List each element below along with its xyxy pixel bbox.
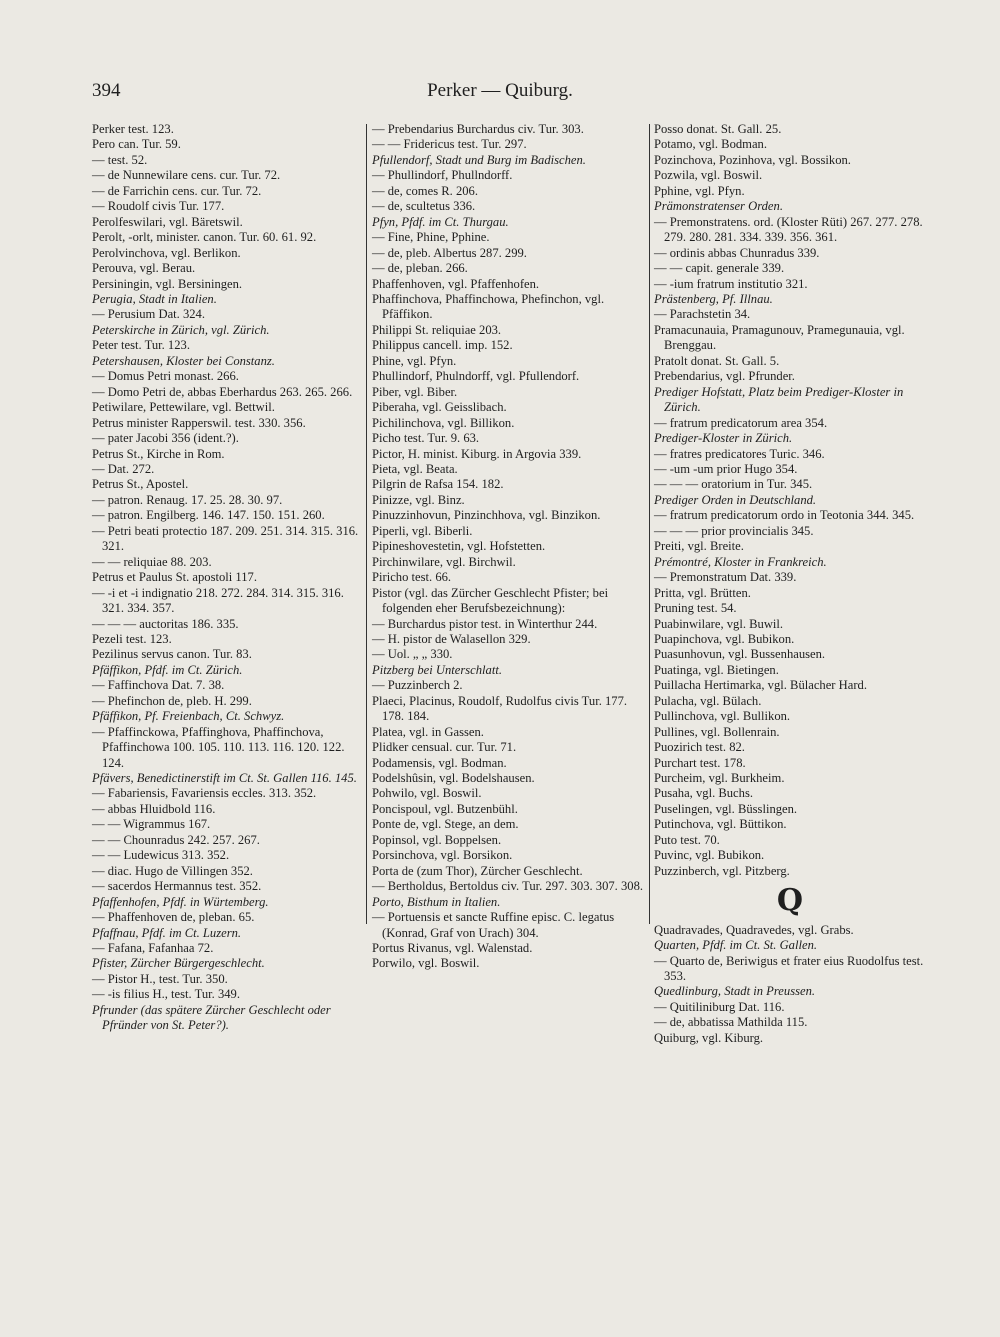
index-entry: — test. 52. xyxy=(92,152,148,167)
index-entry: Puillacha Hertimarka, vgl. Bülacher Hard. xyxy=(654,678,867,693)
index-entry: — abbas Hluidbold 116. xyxy=(92,801,216,816)
index-entry: Pezilinus servus canon. Tur. 83. xyxy=(92,647,252,662)
index-entry: — patron. Renaug. 17. 25. 28. 30. 97. xyxy=(92,492,283,507)
index-entry: Pero can. Tur. 59. xyxy=(92,137,181,152)
index-entry: Posso donat. St. Gall. 25. xyxy=(654,122,782,136)
index-entry: Podamensis, vgl. Bodman. xyxy=(372,755,507,770)
index-entry: — sacerdos Hermannus test. 352. xyxy=(92,879,262,894)
index-entry: Perker test. 123. xyxy=(92,122,174,136)
index-entry: — de, comes R. 206. xyxy=(372,183,478,198)
index-entry: — de, pleban. 266. xyxy=(372,261,468,276)
index-entry: Puto test. 70. xyxy=(654,832,720,847)
index-entry: Peterskirche in Zürich, vgl. Zürich. xyxy=(92,322,270,337)
index-entry: — Premonstratens. ord. (Kloster Rüti) 267. 277. 278. 279. 280. 281. 334. 339. 356. 361. xyxy=(654,214,923,245)
index-entry: Pullinchova, vgl. Bullikon. xyxy=(654,709,791,724)
index-entry: Quadravades, Quadravedes, vgl. Grabs. xyxy=(654,922,854,937)
index-entry: Putinchova, vgl. Büttikon. xyxy=(654,817,787,832)
index-entry: Petiwilare, Pettewilare, vgl. Bettwil. xyxy=(92,400,275,415)
index-entry: Pfullendorf, Stadt und Burg im Badischen. xyxy=(372,152,586,167)
index-entry: — Domus Petri monast. 266. xyxy=(92,369,239,384)
index-entry: — Fabariensis, Favariensis eccles. 313. 352. xyxy=(92,786,317,801)
index-entry: — de, scultetus 336. xyxy=(372,199,476,214)
index-entry: Purcheim, vgl. Burkheim. xyxy=(654,771,785,786)
index-entry: Purchart test. 178. xyxy=(654,755,746,770)
index-entry: Prémontré, Kloster in Frankreich. xyxy=(654,554,827,569)
index-entry: Popinsol, vgl. Boppelsen. xyxy=(372,832,502,847)
index-entry: Pinuzzinhovun, Pinzinchhova, vgl. Binzikon. xyxy=(372,508,601,523)
index-entry: Pozinchova, Pozinhova, vgl. Bossikon. xyxy=(654,152,851,167)
index-entry: — Faffinchova Dat. 7. 38. xyxy=(92,678,225,693)
index-entry: — Dat. 272. xyxy=(92,461,155,476)
index-entry: Pruning test. 54. xyxy=(654,601,737,616)
index-entry: Peter test. Tur. 123. xyxy=(92,338,190,353)
index-entry: Puabinwilare, vgl. Buwil. xyxy=(654,616,784,631)
index-entry: Puvinc, vgl. Bubikon. xyxy=(654,848,765,863)
index-entry: — — — prior provincialis 345. xyxy=(654,523,814,538)
index-column-3 xyxy=(654,122,926,1046)
index-entry: Pieta, vgl. Beata. xyxy=(372,461,458,476)
index-entry: — de Nunnewilare cens. cur. Tur. 72. xyxy=(92,168,281,183)
index-entry: — -um -um prior Hugo 354. xyxy=(654,461,798,476)
index-entry: Plaeci, Placinus, Roudolf, Rudolfus civis Tur. 177. 178. 184. xyxy=(372,693,628,724)
index-entry: Puapinchova, vgl. Bubikon. xyxy=(654,631,795,646)
index-entry: Perugia, Stadt in Italien. xyxy=(92,291,217,306)
index-entry: Pfävers, Benedictinerstift im Ct. St. Gallen 116. 145. xyxy=(92,771,357,786)
index-entry: Prebendarius, vgl. Pfrunder. xyxy=(654,369,795,384)
index-entry: Pullines, vgl. Bollenrain. xyxy=(654,724,780,739)
index-entry: Petrus St., Apostel. xyxy=(92,477,189,492)
index-entry: — Premonstratum Dat. 339. xyxy=(654,570,797,585)
index-entry: Prediger-Kloster in Zürich. xyxy=(654,431,793,446)
index-entry: — Phefinchon de, pleb. H. 299. xyxy=(92,693,252,708)
index-entry: Porta de (zum Thor), Zürcher Geschlecht. xyxy=(372,863,583,878)
index-entry: Porwilo, vgl. Boswil. xyxy=(372,956,480,971)
index-entry: — — Fridericus test. Tur. 297. xyxy=(372,137,527,152)
index-entry: Puatinga, vgl. Bietingen. xyxy=(654,662,779,677)
index-entry: Phine, vgl. Pfyn. xyxy=(372,353,457,368)
index-entry: Puasunhovun, vgl. Bussenhausen. xyxy=(654,647,826,662)
index-entry: Perolfeswilari, vgl. Bäretswil. xyxy=(92,214,243,229)
index-entry: — Parachstetin 34. xyxy=(654,307,751,322)
index-entry: — fratrum predicatorum ordo in Teotonia 344. 345. xyxy=(654,508,915,523)
index-entry: — — Ludewicus 313. 352. xyxy=(92,848,230,863)
index-entry: — Perusium Dat. 324. xyxy=(92,307,205,322)
index-entry: Pfyn, Pfdf. im Ct. Thurgau. xyxy=(372,214,509,229)
index-entry: — diac. Hugo de Villingen 352. xyxy=(92,863,253,878)
index-entry: Prediger Hofstatt, Platz beim Prediger-Kloster in Zürich. xyxy=(654,384,904,415)
index-entry: Phaffinchova, Phaffinchowa, Phefinchon, vgl. Pfäffikon. xyxy=(372,291,605,322)
index-entry: Pinizze, vgl. Binz. xyxy=(372,492,465,507)
index-entry: — fratrum predicatorum area 354. xyxy=(654,415,828,430)
index-entry: Pohwilo, vgl. Boswil. xyxy=(372,786,482,801)
index-entry: Pilgrin de Rafsa 154. 182. xyxy=(372,477,504,492)
index-entry: Piricho test. 66. xyxy=(372,570,452,585)
index-entry: Petrus St., Kirche in Rom. xyxy=(92,446,225,461)
index-entry: Pratolt donat. St. Gall. 5. xyxy=(654,353,780,368)
index-entry: — — Chounradus 242. 257. 267. xyxy=(92,832,260,847)
index-column-2 xyxy=(372,122,644,972)
index-entry: Piber, vgl. Biber. xyxy=(372,384,458,399)
index-entry: — Puzzinberch 2. xyxy=(372,678,463,693)
index-entry: Preiti, vgl. Breite. xyxy=(654,539,744,554)
index-entry: — ordinis abbas Chunradus 339. xyxy=(654,245,820,260)
index-entry: Piberaha, vgl. Geisslibach. xyxy=(372,400,507,415)
index-entry: Porsinchova, vgl. Borsikon. xyxy=(372,848,513,863)
index-entry: Ponte de, vgl. Stege, an dem. xyxy=(372,817,519,832)
section-letter: Q xyxy=(776,883,804,919)
index-entry: Prästenberg, Pf. Illnau. xyxy=(654,291,773,306)
index-entry: Perouva, vgl. Berau. xyxy=(92,261,196,276)
index-entry: — Fine, Phine, Pphine. xyxy=(372,230,490,245)
index-entry: Perolt, -orlt, minister. canon. Tur. 60. 61. 92. xyxy=(92,230,317,245)
index-entry: Pfister, Zürcher Bürgergeschlecht. xyxy=(92,956,265,971)
index-entry: — — capit. generale 339. xyxy=(654,261,785,276)
index-entry: Puzzinberch, vgl. Pitzberg. xyxy=(654,863,790,878)
index-entry: — patron. Engilberg. 146. 147. 150. 151. 260. xyxy=(92,508,325,523)
index-entry: — Phaffenhoven de, pleban. 65. xyxy=(92,910,255,925)
index-entry: Prediger Orden in Deutschland. xyxy=(654,492,817,507)
index-entry: — Uol. „ „ 330. xyxy=(372,647,453,662)
index-entry: Pusaha, vgl. Buchs. xyxy=(654,786,753,801)
index-entry: — Quarto de, Beriwigus et frater eius Ruodolfus test. 353. xyxy=(654,953,924,984)
index-entry: Persiningin, vgl. Bersiningen. xyxy=(92,276,243,291)
index-entry: Prämonstratenser Orden. xyxy=(654,199,783,214)
index-entry: Perolvinchova, vgl. Berlikon. xyxy=(92,245,241,260)
index-entry: Pfrunder (das spätere Zürcher Geschlecht oder Pfründer von St. Peter?). xyxy=(92,1002,331,1033)
index-entry: — Bertholdus, Bertoldus civ. Tur. 297. 303. 307. 308. xyxy=(372,879,644,894)
index-entry: Plidker censual. cur. Tur. 71. xyxy=(372,740,517,755)
index-entry: Pfäffikon, Pf. Freienbach, Ct. Schwyz. xyxy=(92,709,285,724)
column-divider xyxy=(649,124,650,924)
page-number: 394 xyxy=(92,80,121,101)
index-entry: Porto, Bisthum in Italien. xyxy=(372,894,501,909)
index-entry: Podelshûsin, vgl. Bodelshausen. xyxy=(372,771,535,786)
index-column-1 xyxy=(92,122,364,1034)
index-entry: Philippus cancell. imp. 152. xyxy=(372,338,513,353)
index-entry: Puselingen, vgl. Büsslingen. xyxy=(654,801,798,816)
index-entry: — -i et -i indignatio 218. 272. 284. 314. 315. 316. 321. 334. 357. xyxy=(92,585,344,616)
index-entry: — -ium fratrum institutio 321. xyxy=(654,276,808,291)
index-entry: — — — oratorium in Tur. 345. xyxy=(654,477,813,492)
index-entry: — — Wigrammus 167. xyxy=(92,817,211,832)
index-entry: Picho test. Tur. 9. 63. xyxy=(372,431,480,446)
index-entry: Pirchinwilare, vgl. Birchwil. xyxy=(372,554,516,569)
index-entry: Pfaffnau, Pfdf. im Ct. Luzern. xyxy=(92,925,242,940)
index-entry: Philippi St. reliquiae 203. xyxy=(372,322,502,337)
index-entry: Pfäffikon, Pfdf. im Ct. Zürich. xyxy=(92,662,243,677)
index-entry: Petershausen, Kloster bei Constanz. xyxy=(92,353,275,368)
index-entry: — de Farrichin cens. cur. Tur. 72. xyxy=(92,183,262,198)
index-entry: Pulacha, vgl. Bülach. xyxy=(654,693,762,708)
index-entry: — H. pistor de Walasellon 329. xyxy=(372,631,531,646)
index-entry: Piperli, vgl. Biberli. xyxy=(372,523,473,538)
index-entry: — — reliquiae 88. 203. xyxy=(92,554,212,569)
index-entry: Pphine, vgl. Pfyn. xyxy=(654,183,745,198)
index-entry: Pistor (vgl. das Zürcher Geschlecht Pfister; bei folgenden eher Berufsbezeichnung): xyxy=(372,585,609,616)
index-entry: — Fafana, Fafanhaa 72. xyxy=(92,941,214,956)
index-entry: Pictor, H. minist. Kiburg. in Argovia 339. xyxy=(372,446,582,461)
index-entry: — — — auctoritas 186. 335. xyxy=(92,616,239,631)
index-entry: Pitzberg bei Unterschlatt. xyxy=(372,662,503,677)
index-entry: Pezeli test. 123. xyxy=(92,631,172,646)
index-entry: Quedlinburg, Stadt in Preussen. xyxy=(654,984,816,999)
index-entry: Pipineshovestetin, vgl. Hofstetten. xyxy=(372,539,546,554)
index-entry: — Roudolf civis Tur. 177. xyxy=(92,199,225,214)
column-divider xyxy=(366,124,367,924)
index-entry: — Petri beati protectio 187. 209. 251. 314. 315. 316. 321. xyxy=(92,523,359,554)
index-entry: — Prebendarius Burchardus civ. Tur. 303. xyxy=(372,122,584,136)
index-entry: — pater Jacobi 356 (ident.?). xyxy=(92,431,239,446)
index-entry: Pfaffenhofen, Pfdf. in Würtemberg. xyxy=(92,894,269,909)
index-entry: — Burchardus pistor test. in Winterthur 244. xyxy=(372,616,598,631)
index-entry: Quiburg, vgl. Kiburg. xyxy=(654,1030,764,1045)
index-entry: — de, pleb. Albertus 287. 299. xyxy=(372,245,527,260)
index-entry: — de, abbatissa Mathilda 115. xyxy=(654,1015,808,1030)
index-entry: Platea, vgl. in Gassen. xyxy=(372,724,484,739)
index-entry: Poncispoul, vgl. Butzenbühl. xyxy=(372,801,518,816)
index-entry: Puozirich test. 82. xyxy=(654,740,745,755)
index-entry: Pritta, vgl. Brütten. xyxy=(654,585,751,600)
index-entry: Phaffenhoven, vgl. Pfaffenhofen. xyxy=(372,276,540,291)
index-entry: Potamo, vgl. Bodman. xyxy=(654,137,767,152)
index-entry: Petrus et Paulus St. apostoli 117. xyxy=(92,570,258,585)
index-entry: — Phullindorf, Phullndorff. xyxy=(372,168,513,183)
index-entry: — Quitiliniburg Dat. 116. xyxy=(654,999,785,1014)
running-title: Perker — Quiburg. xyxy=(427,80,573,101)
index-entry: Pramacunauia, Pramagunouv, Pramegunauia, vgl. Brenggau. xyxy=(654,322,905,353)
index-entry: Pozwila, vgl. Boswil. xyxy=(654,168,763,183)
index-entry: — Pistor H., test. Tur. 350. xyxy=(92,971,228,986)
index-entry: — fratres predicatores Turic. 346. xyxy=(654,446,825,461)
index-entry: Phullindorf, Phulndorff, vgl. Pfullendorf. xyxy=(372,369,580,384)
index-entry: Portus Rivanus, vgl. Walenstad. xyxy=(372,941,533,956)
index-entry: Pichilinchova, vgl. Billikon. xyxy=(372,415,515,430)
index-entry: — Portuensis et sancte Ruffine episc. C. legatus (Konrad, Graf von Urach) 304. xyxy=(372,910,615,940)
index-entry: — -is filius H., test. Tur. 349. xyxy=(92,987,241,1002)
index-entry: Petrus minister Rapperswil. test. 330. 356. xyxy=(92,415,306,430)
index-entry: Quarten, Pfdf. im Ct. St. Gallen. xyxy=(654,938,818,953)
index-entry: — Pfaffinckowa, Pfaffinghova, Phaffinchova, Pfaffinchowa 100. 105. 110. 113. 116. 120. 122. 124. xyxy=(92,724,345,770)
index-entry: — Domo Petri de, abbas Eberhardus 263. 265. 266. xyxy=(92,384,353,399)
